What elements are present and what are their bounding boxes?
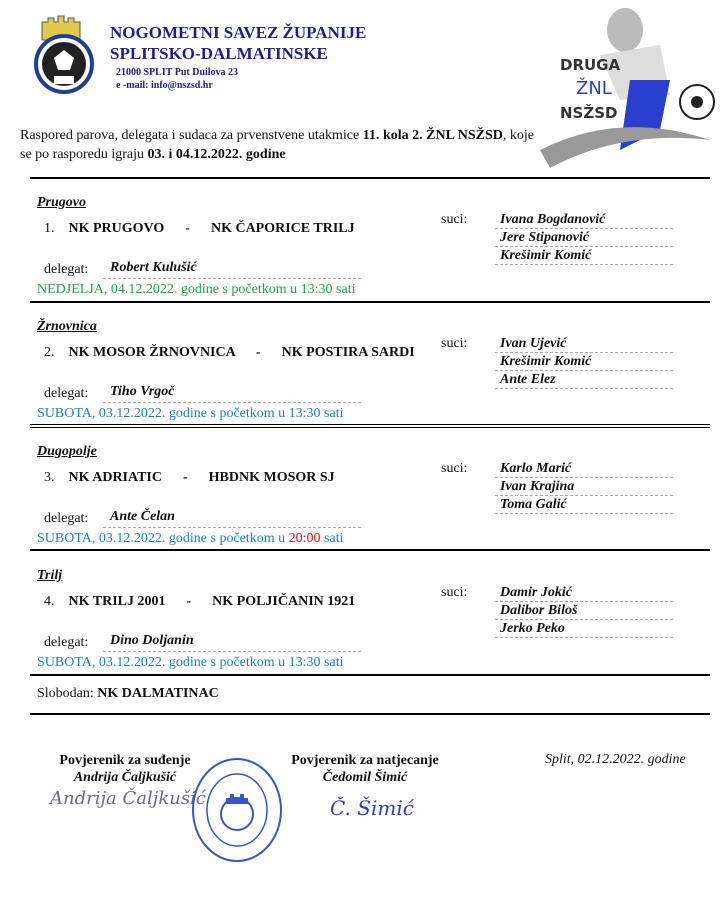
- kickoff-time: 13:30: [288, 655, 321, 670]
- delegate-label: delegat:: [44, 386, 89, 401]
- commissioner-refereeing: Povjerenik za suđenje Andrija Čaljkušić: [59, 753, 191, 785]
- referees-list: [495, 460, 673, 514]
- referee-name: Ivana Bogdanović: [495, 211, 673, 229]
- delegate-name: Ante Čelan: [103, 509, 361, 528]
- match-venue: Trilj: [37, 568, 63, 583]
- signature-2: Č. Šimić: [330, 796, 414, 820]
- referees-label: suci:: [441, 336, 468, 351]
- org-address: 21000 SPLIT Put Duilova 23 e -mail: info@nszsd.hr: [116, 67, 239, 91]
- referee-name: Ivan Ujević: [495, 335, 673, 353]
- match-datetime: SUBOTA, 03.12.2022. godine s početkom u 13:30 sati: [37, 655, 344, 670]
- referee-name: Karlo Marić: [495, 460, 673, 478]
- badge-text-1: DRUGA: [560, 56, 621, 74]
- official-stamp: [190, 756, 284, 864]
- delegate-name: Tiho Vrgoč: [103, 384, 361, 403]
- match-datetime: NEDJELJA, 04.12.2022. godine s početkom u 13:30 sati: [37, 282, 356, 297]
- delegate-name: Robert Kulušić: [103, 260, 361, 279]
- match-venue: Žrnovnica: [37, 319, 97, 334]
- delegate-name: Dino Doljanin: [103, 633, 361, 652]
- match-venue: Dugopolje: [37, 444, 97, 459]
- delegate-label: delegat:: [44, 262, 89, 277]
- referee-name: Dalibor Biloš: [495, 602, 673, 620]
- league-badge-graphic: [540, 0, 720, 172]
- referee-name: Ante Elez: [495, 371, 673, 389]
- delegate-label: delegat:: [44, 635, 89, 650]
- nszsd-logo: [30, 14, 98, 98]
- place-date: Split, 02.12.2022. godine: [545, 752, 686, 767]
- divider: [30, 674, 710, 676]
- referee-name: Ivan Krajina: [495, 478, 673, 496]
- referee-name: Jerko Peko: [495, 620, 673, 638]
- referees-list: [495, 335, 673, 389]
- commissioner-competition: Povjerenik za natjecanje Čedomil Šimić: [291, 753, 439, 785]
- badge-text-2: ŽNL: [576, 78, 612, 99]
- kickoff-time: 20:00: [288, 531, 321, 546]
- kickoff-time: 13:30: [288, 406, 321, 421]
- referee-name: Toma Galić: [495, 496, 673, 514]
- referees-label: suci:: [441, 585, 468, 600]
- referees-label: suci:: [441, 212, 468, 227]
- match-venue: Prugovo: [37, 195, 86, 210]
- divider: [30, 424, 710, 425]
- match-pair: 3. NK ADRIATIC - HBDNK MOSOR SJ: [44, 470, 335, 485]
- divider: [30, 713, 710, 715]
- match-datetime: SUBOTA, 03.12.2022. godine s početkom u 13:30 sati: [37, 406, 344, 421]
- org-title: NOGOMETNI SAVEZ ŽUPANIJE SPLITSKO-DALMATINSKE: [110, 23, 367, 63]
- divider: [30, 301, 710, 303]
- badge-text-3: NSŽSD: [560, 104, 618, 122]
- free-team: Slobodan: NK DALMATINAC: [37, 686, 219, 701]
- divider: [30, 427, 710, 428]
- match-datetime: SUBOTA, 03.12.2022. godine s početkom u 20:00 sati: [37, 531, 344, 546]
- referee-name: Krešimir Komić: [495, 247, 673, 265]
- referee-name: Damir Jokić: [495, 584, 673, 602]
- referees-list: [495, 211, 673, 265]
- divider: [30, 177, 710, 179]
- referees-list: [495, 584, 673, 638]
- match-pair: 1. NK PRUGOVO - NK ČAPORICE TRILJ: [44, 221, 355, 236]
- match-pair: 2. NK MOSOR ŽRNOVNICA - NK POSTIRA SARDI: [44, 345, 415, 360]
- referees-label: suci:: [441, 461, 468, 476]
- kickoff-time: 13:30: [300, 282, 333, 297]
- referee-name: Jere Stipanović: [495, 229, 673, 247]
- delegate-label: delegat:: [44, 511, 89, 526]
- divider: [30, 549, 710, 551]
- intro-text: Raspored parova, delegata i sudaca za prvenstvene utakmice 11. kola 2. ŽNL NSŽSD, koje se po rasporedu igraju 03. i 04.12.2022. godine: [20, 128, 534, 162]
- signature-1: Andrija Čaljkušić: [50, 788, 206, 809]
- match-pair: 4. NK TRILJ 2001 - NK POLJIČANIN 1921: [44, 594, 356, 609]
- referee-name: Krešimir Komić: [495, 353, 673, 371]
